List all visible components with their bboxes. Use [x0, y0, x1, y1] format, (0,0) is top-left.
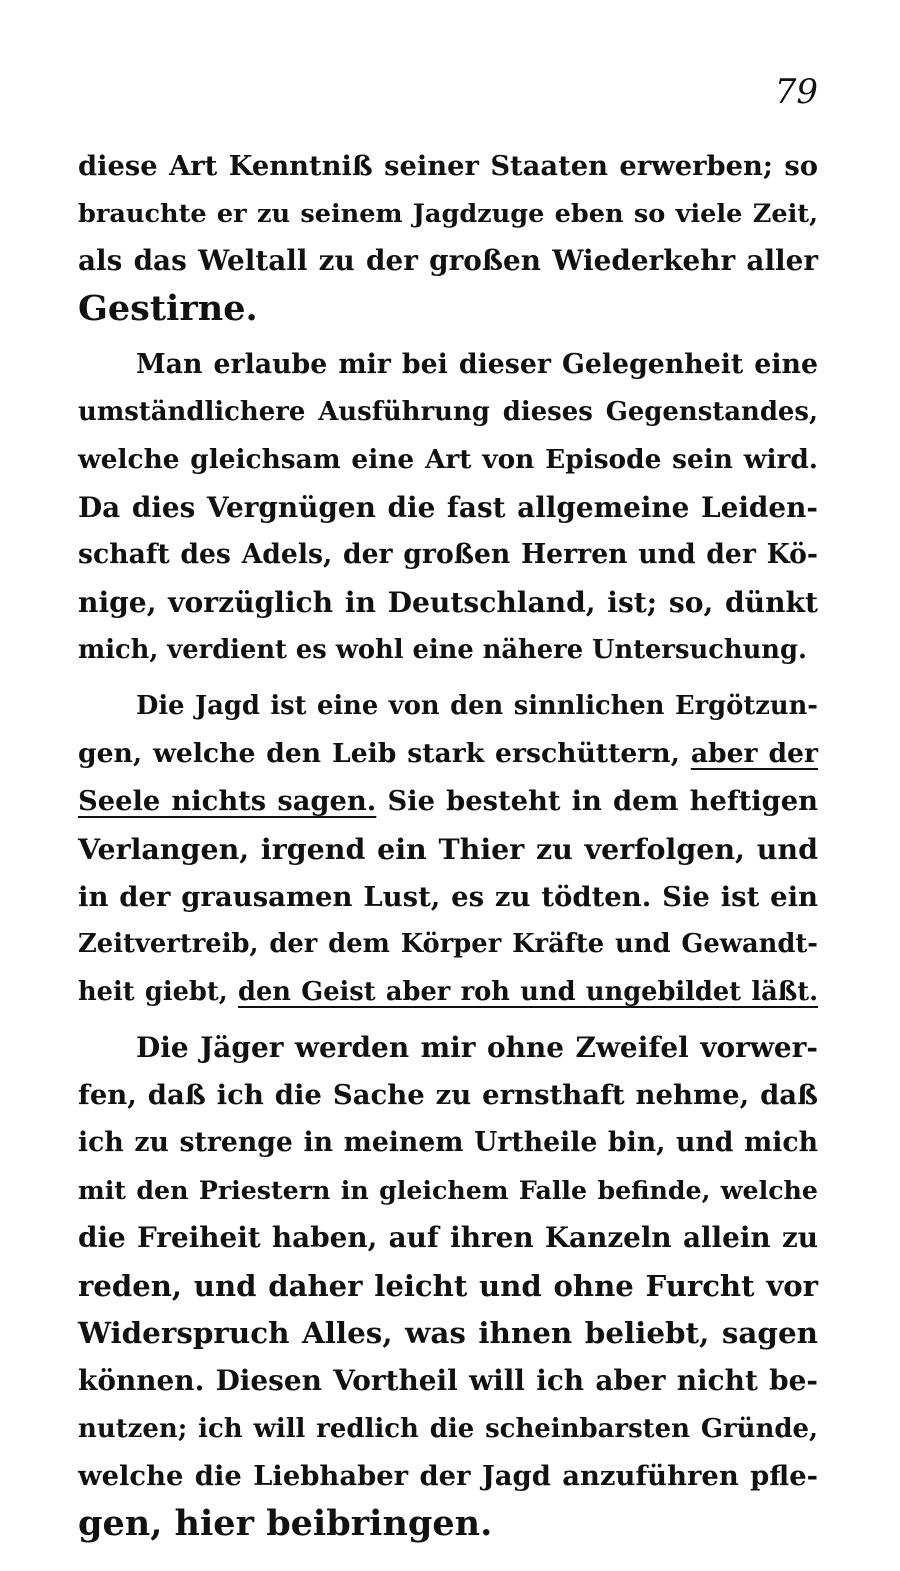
- text-line: gen, hier beibringen.: [78, 1503, 493, 1544]
- text-line: [78, 777, 818, 825]
- text-line: Die Jagd ist eine von den sinnlichen Ergötzun-: [136, 691, 818, 721]
- text-line: fen, daß ich die Sache zu ernsthaft nehme, daß: [78, 1079, 818, 1111]
- text-line: Gestirne.: [78, 288, 258, 329]
- text-line: [78, 968, 818, 1016]
- text-span: Sie besteht in dem heftigen: [376, 785, 818, 817]
- text-line: diese Art Kenntniß seiner Staaten erwerben; so: [78, 150, 818, 182]
- text-line: reden, und daher leicht und ohne Furcht vor: [78, 1269, 818, 1303]
- text-line: als das Weltall zu der großen Wiederkehr aller: [78, 244, 818, 277]
- text-line: können. Diesen Vortheil will ich aber nicht be-: [78, 1364, 818, 1397]
- text-line: Zeitvertreib, der dem Körper Kräfte und Gewandt-: [78, 929, 818, 959]
- text-line: Widerspruch Alles, was ihnen beliebt, sagen: [78, 1315, 818, 1350]
- text-span: heit giebt,: [78, 977, 239, 1007]
- text-line: in der grausamen Lust, es zu tödten. Sie ist ein: [78, 881, 818, 913]
- text-line: brauchte er zu seinem Jagdzuge eben so viele Zeit,: [78, 199, 818, 229]
- text-span: gen, welche den Leib stark erschüttern,: [78, 738, 691, 769]
- text-line: umständlichere Ausführung dieses Gegenstandes,: [78, 397, 818, 427]
- underlined-text: den Geist aber roh und ungebildet läßt.: [238, 977, 819, 1007]
- text-line: nutzen; ich will redlich die scheinbarsten Gründe,: [78, 1414, 818, 1444]
- text-line: welche gleichsam eine Art von Episode sein wird.: [78, 444, 818, 475]
- text-line: Man erlaube mir bei dieser Gelegenheit eine: [136, 349, 818, 380]
- underlined-text: Seele nichts sagen.: [78, 785, 377, 817]
- text-line: Da dies Vergnügen die fast allgemeine Leiden-: [78, 491, 818, 524]
- text-line: ich zu strenge in meinem Urtheile bin, und mich: [78, 1127, 818, 1158]
- text-line: Die Jäger werden mir ohne Zweifel vorwer-: [136, 1031, 818, 1064]
- text-line: mit den Priestern in gleichem Falle befinde, welche: [78, 1175, 818, 1205]
- text-line: mich, verdient es wohl eine nähere Untersuchung.: [78, 635, 807, 665]
- text-line: nige, vorzüglich in Deutschland, ist; so, dünkt: [78, 586, 818, 619]
- underlined-text: aber der: [690, 738, 818, 769]
- text-line: Verlangen, irgend ein Thier zu verfolgen, und: [78, 832, 818, 866]
- text-line: [78, 730, 818, 778]
- text-line: schaft des Adels, der großen Herren und der Kö-: [78, 539, 818, 570]
- page-number: 79: [774, 72, 818, 112]
- text-line: welche die Liebhaber der Jagd anzuführen pfle-: [78, 1460, 818, 1492]
- text-line: die Freiheit haben, auf ihren Kanzeln allein zu: [78, 1221, 818, 1254]
